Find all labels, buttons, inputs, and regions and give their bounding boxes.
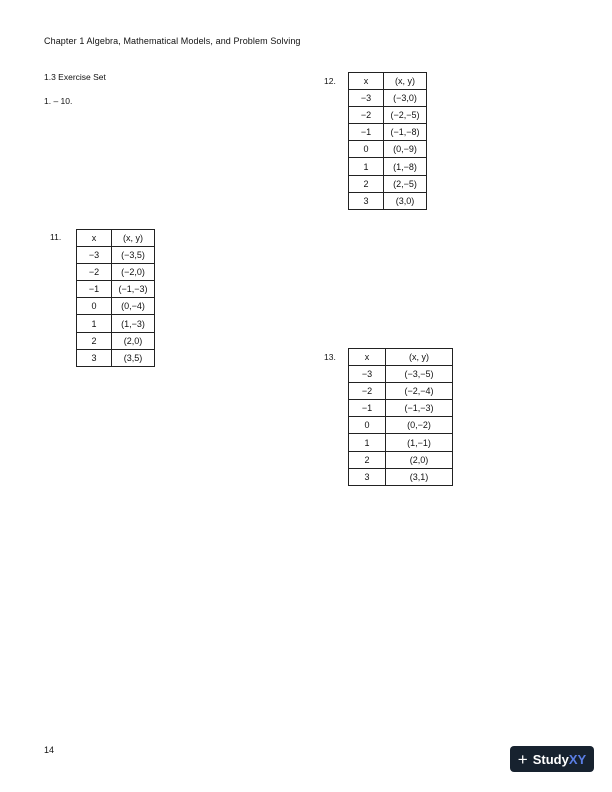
cell-x: −1 — [349, 400, 386, 417]
table-row — [349, 141, 427, 158]
cell-x: 3 — [349, 192, 384, 209]
cell-xy: (−2,0) — [112, 264, 155, 281]
cell-x: −3 — [349, 90, 384, 107]
header-xy: (x, y) — [112, 230, 155, 247]
cell-x: −2 — [349, 107, 384, 124]
table-row — [349, 124, 427, 141]
cell-x: 2 — [77, 332, 112, 349]
cell-xy: (−1,−3) — [386, 400, 453, 417]
cell-xy: (−1,−3) — [112, 281, 155, 298]
table-row — [77, 315, 155, 332]
cell-x: 3 — [349, 468, 386, 485]
table-header-row — [349, 73, 427, 90]
cell-xy: (1,−1) — [386, 434, 453, 451]
cell-x: 0 — [349, 417, 386, 434]
table-problem-11 — [76, 229, 155, 367]
problem-number-11: 11. — [50, 232, 62, 242]
table-row — [77, 298, 155, 315]
cell-x: 3 — [77, 349, 112, 366]
header-x: x — [349, 349, 386, 366]
cell-xy: (2,0) — [386, 451, 453, 468]
table-row — [349, 468, 453, 485]
header-xy: (x, y) — [384, 73, 427, 90]
cell-xy: (0,−2) — [386, 417, 453, 434]
cell-xy: (−3,−5) — [386, 366, 453, 383]
table-row — [349, 383, 453, 400]
cell-xy: (−3,0) — [384, 90, 427, 107]
table-problem-13 — [348, 348, 453, 486]
table-row — [77, 332, 155, 349]
problem-number-13: 13. — [324, 352, 336, 362]
table-row — [77, 264, 155, 281]
header-x: x — [77, 230, 112, 247]
section-title: 1.3 Exercise Set — [44, 72, 106, 82]
header-xy: (x, y) — [386, 349, 453, 366]
cell-x: −2 — [349, 383, 386, 400]
table-row — [349, 158, 427, 175]
cell-xy: (−2,−5) — [384, 107, 427, 124]
table-header-row — [349, 349, 453, 366]
cell-x: 2 — [349, 451, 386, 468]
header-x: x — [349, 73, 384, 90]
cell-x: −3 — [77, 247, 112, 264]
cell-xy: (−2,−4) — [386, 383, 453, 400]
cell-x: −3 — [349, 366, 386, 383]
table-row — [349, 90, 427, 107]
table-header-row — [77, 230, 155, 247]
table-row — [349, 400, 453, 417]
cell-x: 1 — [349, 158, 384, 175]
table-row — [349, 175, 427, 192]
cell-x: 0 — [77, 298, 112, 315]
cell-x: −2 — [77, 264, 112, 281]
logo-accent: XY — [568, 751, 587, 767]
table-row — [349, 366, 453, 383]
cell-xy: (0,−9) — [384, 141, 427, 158]
cell-xy: (0,−4) — [112, 298, 155, 315]
cell-x: 0 — [349, 141, 384, 158]
cell-xy: (3,5) — [112, 349, 155, 366]
cell-xy: (2,−5) — [384, 175, 427, 192]
studyxy-logo[interactable] — [510, 746, 594, 772]
page-number: 14 — [44, 745, 55, 755]
plus-icon: + — [517, 749, 528, 769]
table-row — [349, 434, 453, 451]
logo-text: Study — [532, 751, 569, 767]
table-row — [349, 451, 453, 468]
cell-xy: (1,−8) — [384, 158, 427, 175]
cell-xy: (2,0) — [112, 332, 155, 349]
table-problem-12 — [348, 72, 427, 210]
problem-number-12: 12. — [324, 76, 336, 86]
cell-xy: (3,0) — [384, 192, 427, 209]
cell-x: 1 — [349, 434, 386, 451]
cell-x: −1 — [349, 124, 384, 141]
cell-xy: (−3,5) — [112, 247, 155, 264]
cell-xy: (−1,−8) — [384, 124, 427, 141]
cell-xy: (3,1) — [386, 468, 453, 485]
cell-x: 2 — [349, 175, 384, 192]
cell-x: −1 — [77, 281, 112, 298]
table-row — [77, 247, 155, 264]
exercise-range: 1. – 10. — [44, 96, 73, 106]
table-row — [77, 281, 155, 298]
running-head: Chapter 1 Algebra, Mathematical Models, and Problem Solving — [44, 36, 301, 46]
table-row — [349, 417, 453, 434]
table-row — [349, 192, 427, 209]
table-row — [349, 107, 427, 124]
cell-x: 1 — [77, 315, 112, 332]
cell-xy: (1,−3) — [112, 315, 155, 332]
table-row — [77, 349, 155, 366]
